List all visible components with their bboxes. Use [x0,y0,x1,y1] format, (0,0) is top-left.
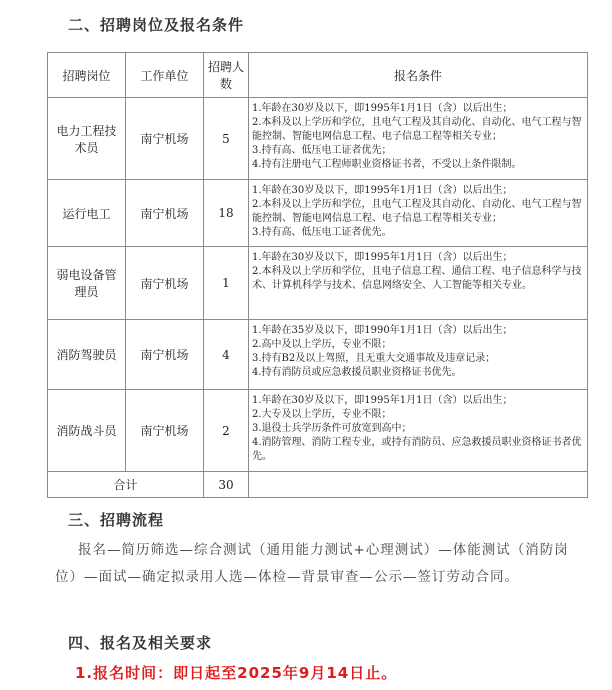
cell-count: 4 [204,320,249,390]
cell-conditions [249,247,588,320]
table-total-row [48,472,588,498]
cell-position: 电力工程技术员 [48,98,126,180]
cell-unit: 南宁机场 [126,320,204,390]
recruitment-table [47,52,588,498]
header-conditions: 报名条件 [249,53,588,98]
condition-line: 2.大专及以上学历，专业不限； [252,409,392,420]
condition-line: 2.高中及以上学历，专业不限； [252,339,392,350]
cell-unit: 南宁机场 [126,390,204,472]
condition-line: 1.年龄在30岁及以下，即1995年1月1日（含）以后出生； [252,185,513,196]
header-count: 招聘人数 [204,53,249,98]
cell-conditions [249,98,588,180]
cell-position: 消防驾驶员 [48,320,126,390]
condition-line: 4.持有消防员或应急救援员职业资格证书优先。 [252,367,462,378]
section-title-process: 三、招聘流程 [68,511,165,529]
cell-count: 5 [204,98,249,180]
condition-line: 1.年龄在35岁及以下，即1990年1月1日（含）以后出生； [252,325,513,336]
cell-count: 18 [204,180,249,247]
total-label: 合计 [48,472,204,498]
cell-unit: 南宁机场 [126,247,204,320]
total-empty-cell [249,472,588,498]
condition-line: 3.持有高、低压电工证者优先。 [252,227,392,238]
condition-line: 3.持有B2及以上驾照，且无重大交通事故及违章记录； [252,353,496,364]
cell-conditions [249,390,588,472]
condition-line: 1.年龄在30岁及以下，即1995年1月1日（含）以后出生； [252,395,513,406]
condition-line: 2.本科及以上学历和学位，且电气工程及其自动化、自动化、电气工程与智能控制、智能电网信息工程、电子信息工程等相关专业； [252,117,582,142]
cell-conditions [249,180,588,247]
cell-conditions [249,320,588,390]
condition-line: 4.消防管理、消防工程专业，或持有消防员、应急救援员职业资格证书者优先。 [252,437,582,462]
cell-unit: 南宁机场 [126,98,204,180]
section-title-requirements: 四、报名及相关要求 [68,634,213,652]
condition-line: 3.持有高、低压电工证者优先； [252,145,392,156]
header-position: 招聘岗位 [48,53,126,98]
table-row [48,247,588,320]
table-header-row [48,53,588,98]
table-row [48,180,588,247]
total-value: 30 [204,472,249,498]
condition-line: 4.持有注册电气工程师职业资格证书者，不受以上条件限制。 [252,159,522,170]
registration-deadline: 1.报名时间：即日起至2025年9月14日止。 [75,664,398,682]
condition-line: 3.退役士兵学历条件可放宽到高中； [252,423,412,434]
cell-position: 运行电工 [48,180,126,247]
cell-unit: 南宁机场 [126,180,204,247]
section-title-positions: 二、招聘岗位及报名条件 [68,16,245,34]
cell-position: 弱电设备管理员 [48,247,126,320]
header-unit: 工作单位 [126,53,204,98]
table-row [48,320,588,390]
condition-line: 2.本科及以上学历和学位，且电子信息工程、通信工程、电子信息科学与技术、计算机科学与技术、信息网络安全、人工智能等相关专业。 [252,266,582,291]
table-row [48,98,588,180]
condition-line: 1.年龄在30岁及以下，即1995年1月1日（含）以后出生； [252,252,513,263]
cell-position: 消防战斗员 [48,390,126,472]
process-text: 报名—简历筛选—综合测试（通用能力测试+心理测试）—体能测试（消防岗位）—面试—确定拟录用人选—体检—背景审查—公示—签订劳动合同。 [55,542,569,585]
cell-count: 2 [204,390,249,472]
condition-line: 1.年龄在30岁及以下，即1995年1月1日（含）以后出生； [252,103,513,114]
cell-count: 1 [204,247,249,320]
table-row [48,390,588,472]
condition-line: 2.本科及以上学历和学位，且电气工程及其自动化、自动化、电气工程与智能控制、智能电网信息工程、电子信息工程等相关专业； [252,199,582,224]
process-paragraph [55,537,585,591]
